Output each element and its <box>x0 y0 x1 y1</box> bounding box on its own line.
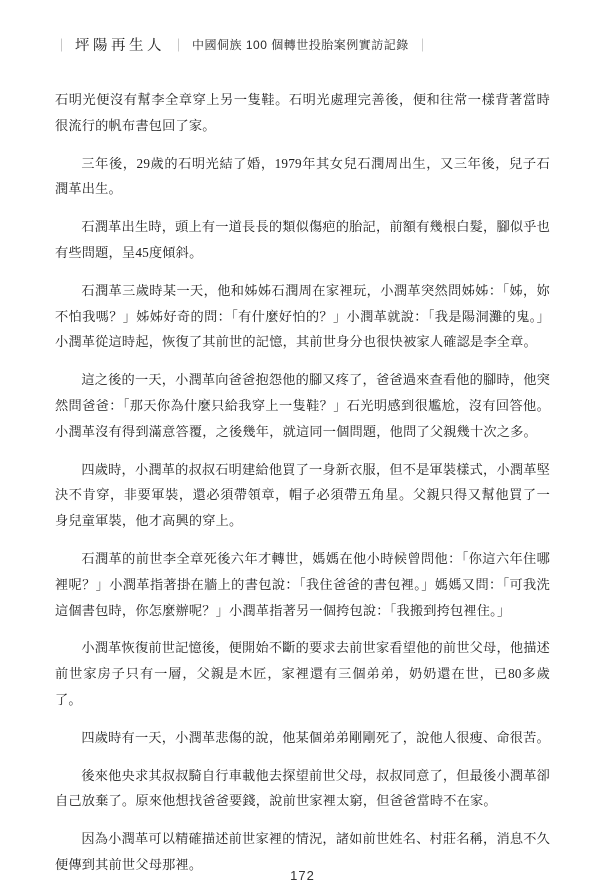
page-number: 172 <box>290 868 315 883</box>
header-divider-bar: ｜ <box>172 38 186 53</box>
body-paragraph: 小潤革恢復前世記憶後，便開始不斷的要求去前世家看望他的前世父母，他描述前世家房子只有一層，父親是木匠，家裡還有三個弟弟，奶奶還在世，已80多歲了。 <box>55 640 550 707</box>
page-body <box>55 87 550 878</box>
body-paragraph: 石潤革的前世李全章死後六年才轉世，媽媽在他小時候曾問他：「你這六年住哪裡呢？」小潤革指著掛在牆上的書包說：「我住爸爸的書包裡。」媽媽又問：「可我洗這個書包時，你怎麼辦呢？」小潤革指著另一個挎包說：「我搬到挎包裡住。」 <box>55 550 550 618</box>
body-paragraph: 石明光便沒有幫李全章穿上另一隻鞋。石明光處理完善後，便和往常一樣背著當時很流行的帆布書包回了家。 <box>55 92 550 133</box>
body-paragraph: 石潤革出生時，頭上有一道長長的類似傷疤的胎記，前額有幾根白髮，腳似乎也有些問題，呈45度傾斜。 <box>55 219 550 260</box>
book-subtitle: 中國侗族 100 個轉世投胎案例實訪記錄 <box>192 38 409 52</box>
header-divider-bar: ｜ <box>55 38 69 53</box>
running-header <box>55 34 550 55</box>
book-series-title: 坪陽再生人 <box>75 38 166 54</box>
body-paragraph: 四歲時，小潤革的叔叔石明建給他買了一身新衣服，但不是軍裝樣式，小潤革堅決不肯穿，非要軍裝，還必須帶領章，帽子必須帶五角星。父親只得又幫他買了一身兒童軍裝，他才高興的穿上。 <box>55 461 550 529</box>
body-paragraph: 後來他央求其叔叔騎自行車載他去探望前世父母，叔叔同意了，但最後小潤革卻自己放棄了。原來他想找爸爸要錢，說前世家裡太窮，但爸爸當時不在家。 <box>55 767 550 809</box>
body-paragraph: 因為小潤革可以精確描述前世家裡的情況，諸如前世姓名、村莊名稱，消息不久便傳到其前世父母那裡。 <box>55 831 550 872</box>
body-paragraph: 這之後的一天，小潤革向爸爸抱怨他的腳又疼了，爸爸過來查看他的腳時，他突然問爸爸：「那天你為什麼只給我穿上一隻鞋？」石光明感到很尷尬，沒有回答他。小潤革沒有得到滿意答覆，之後幾年，就這同一個問題，他問了父親幾十次之多。 <box>55 372 550 439</box>
body-paragraph: 四歲時有一天，小潤革悲傷的說，他某個弟弟剛剛死了，說他人很瘦、命很苦。 <box>81 729 550 745</box>
body-paragraph: 三年後，29歲的石明光結了婚，1979年其女兒石潤周出生，又三年後，兒子石潤革出生。 <box>55 155 550 197</box>
header-divider-bar: ｜ <box>415 38 429 53</box>
body-paragraph: 石潤革三歲時某一天，他和姊姊石潤周在家裡玩，小潤革突然問姊姊：「姊，妳不怕我嗎？」姊姊好奇的問：「有什麼好怕的？」小潤革就說：「我是陽洞灘的鬼。」小潤革從這時起，恢復了其前世的記憶，其前世身分也很快被家人確認是李全章。 <box>55 282 550 350</box>
